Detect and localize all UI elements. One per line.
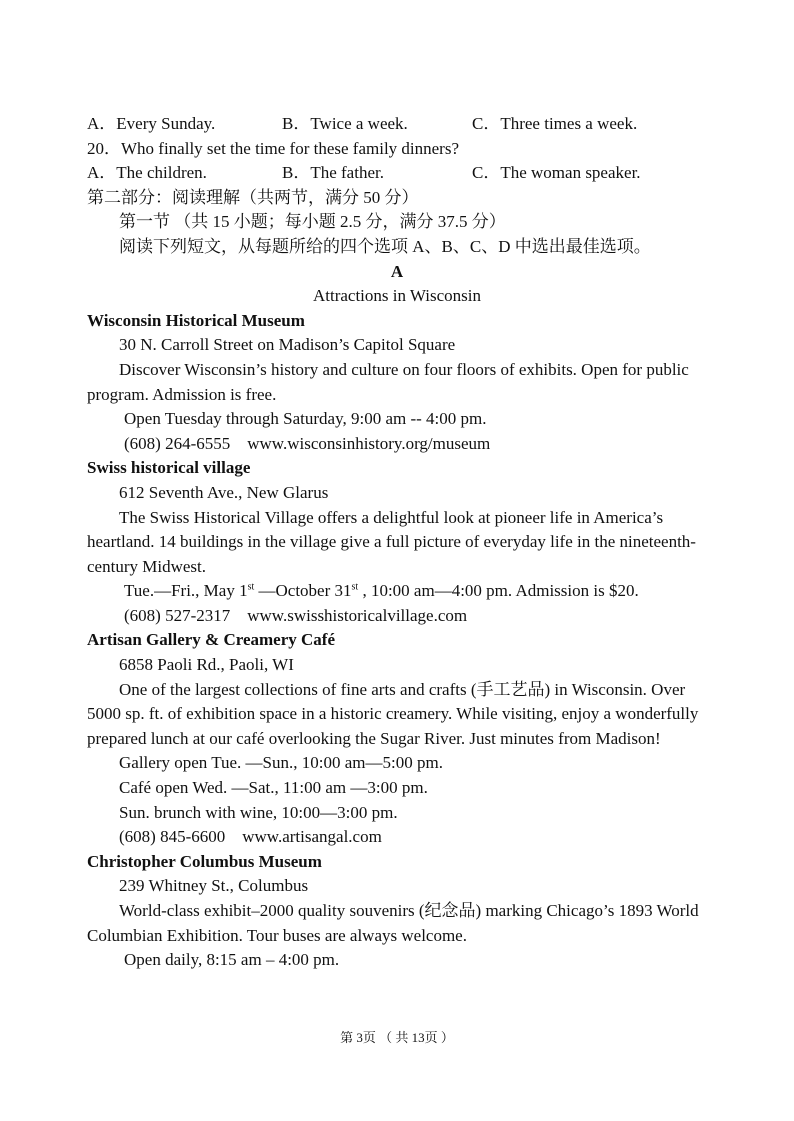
swiss-hours-sup1: st (247, 581, 255, 593)
artisan-contact: (608) 845-6600 www.artisangal.com (119, 827, 382, 847)
passage-title: Attractions in Wisconsin (312, 286, 482, 306)
artisan-brunch: Sun. brunch with wine, 10:00—3:00 pm. (119, 802, 398, 822)
swiss-hours-sup2: st (351, 581, 359, 593)
columbus-address: 239 Whitney St., Columbus (119, 876, 309, 896)
museum-name: Wisconsin Historical Museum (87, 310, 305, 330)
reading-instruction: 阅读下列短文，从每题所给的四个选项 A、B、C、D 中选出最佳选项。 (119, 236, 651, 256)
q20-question: 20．Who finally set the time for these family dinners? (87, 138, 460, 158)
q19-option-a: A．Every Sunday. (87, 114, 216, 133)
artisan-gallery-hours: Gallery open Tue. —Sun., 10:00 am—5:00 pm. (119, 753, 443, 773)
page-footer: 第 3页 （ 共 13页 ） (340, 1030, 454, 1045)
q20-option-a: A．The children. (87, 163, 207, 183)
artisan-address: 6858 Paoli Rd., Paoli, WI (119, 655, 294, 675)
columbus-description: World-class exhibit–2000 quality souvenirs (纪念品) marking Chicago’s 1893 World Columbian Exhibition. Tour buses are always welcome. (87, 901, 699, 945)
page-content (87, 112, 707, 973)
columbus-name: Christopher Columbus Museum (87, 851, 322, 871)
columbus-hours: Open daily, 8:15 am – 4:00 pm. (124, 950, 340, 970)
part2-heading: 第二部分：阅读理解（共两节，满分 50 分） (87, 187, 419, 207)
q19-option-c: C．Three times a week. (472, 114, 638, 133)
museum-hours: Open Tuesday through Saturday, 9:00 am -- 4:00 pm. (124, 409, 487, 429)
swiss-address: 612 Seventh Ave., New Glarus (119, 482, 329, 502)
section1-heading: 第一节 （共 15 小题；每小题 2.5 分，满分 37.5 分） (119, 212, 506, 232)
swiss-name: Swiss historical village (87, 458, 251, 478)
q20-option-c: C．The woman speaker. (472, 163, 641, 183)
swiss-contact: (608) 527-2317 www.swisshistoricalvillage.com (124, 605, 468, 625)
q20-options (87, 161, 707, 186)
swiss-hours-mid: —October 31 (254, 581, 352, 601)
passage-letter: A (390, 261, 404, 281)
artisan-cafe-hours: Café open Wed. —Sat., 11:00 am —3:00 pm. (119, 778, 428, 798)
museum-address: 30 N. Carroll Street on Madison’s Capitol Square (119, 335, 456, 355)
museum-contact: (608) 264-6555 www.wisconsinhistory.org/museum (124, 433, 491, 453)
q19-options (87, 112, 707, 137)
artisan-name: Artisan Gallery & Creamery Café (87, 630, 335, 650)
museum-description: Discover Wisconsin’s history and culture on four floors of exhibits. Open for public program. Admission is free. (87, 359, 689, 404)
q19-option-b: B．Twice a week. (282, 114, 408, 133)
swiss-hours-end: , 10:00 am—4:00 pm. Admission is $20. (358, 581, 639, 601)
artisan-description: One of the largest collections of fine arts and crafts (手工艺品) in Wisconsin. Over 5000 sp. ft. of exhibition space in a historic creamery. While visiting, enjoy a wonderfully prepared lunch at our café overlooking the Sugar River. Just minutes from Madison! (87, 679, 699, 748)
swiss-hours (87, 579, 707, 604)
q20-option-b: B．The father. (282, 163, 384, 183)
swiss-hours-start: Tue.—Fri., May 1 (124, 581, 248, 601)
swiss-description: The Swiss Historical Village offers a delightful look at pioneer life in America’s heartland. 14 buildings in the village give a full picture of everyday life in the nineteenth-century Midwest. (87, 507, 696, 576)
